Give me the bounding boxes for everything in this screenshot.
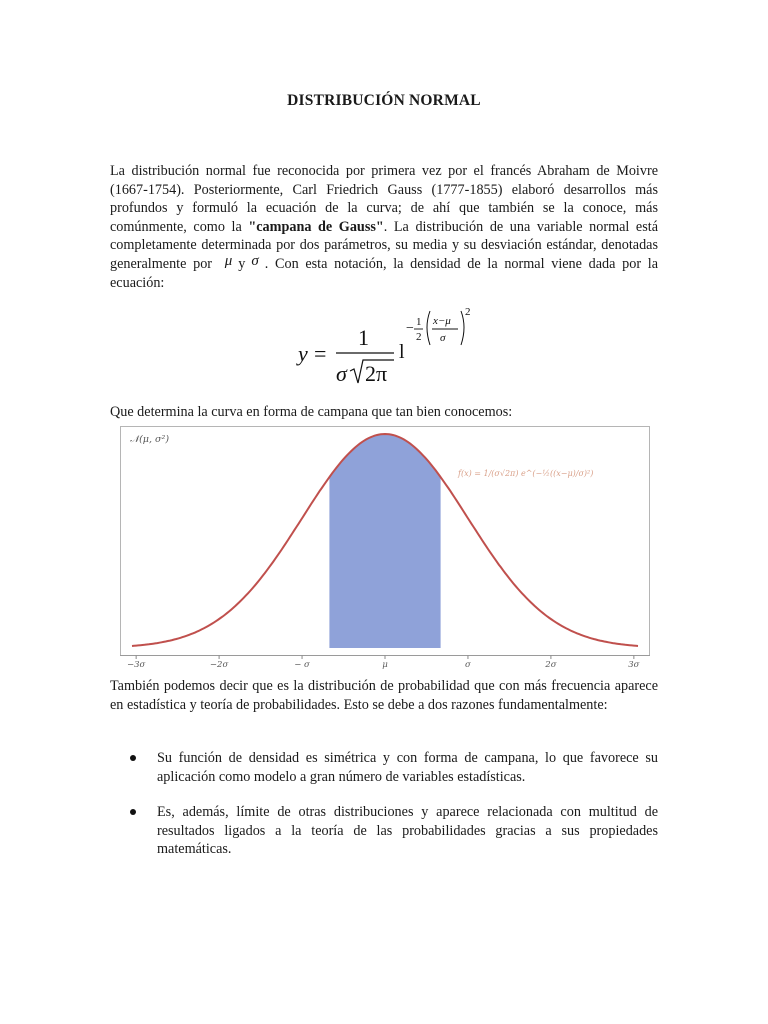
eq-equals: =: [314, 341, 327, 366]
x-tick-label: −2σ: [209, 660, 229, 670]
list-item-text: Su función de densidad es simétrica y con forma de campana, lo que favorece su aplicación como modelo a gran número de variables estadísticas.: [157, 750, 658, 785]
eq-right-paren: [461, 311, 464, 345]
eq-y: y: [298, 341, 308, 366]
eq-exp-one: 1: [416, 316, 422, 328]
eq-den-sigma: σ: [336, 361, 347, 386]
eq-base: l: [399, 341, 405, 363]
intro-text-3: . Con esta notación, la densidad de la normal viene dada por la ecuación:: [110, 255, 658, 291]
eq-numerator: 1: [358, 325, 369, 350]
eq-exp-power: 2: [465, 306, 471, 318]
intro-text-2: . La distribución de una variable normal está completamente determinada por dos parámetros, su media y su desviación estándar, denotadas generalmente por: [110, 218, 658, 272]
eq-exp-denominator: σ: [440, 332, 446, 344]
eq-den-root: 2π: [365, 361, 388, 386]
sigma-symbol: σ: [251, 252, 259, 269]
x-tick-label: −3σ: [126, 660, 146, 670]
eq-left-paren: [427, 311, 430, 345]
intro-bold-term: "campana de Gauss": [248, 218, 384, 235]
normal-distribution-chart: [120, 426, 650, 674]
density-equation: [0, 305, 768, 405]
x-tick-label: μ: [382, 660, 388, 670]
x-tick-label: σ: [465, 660, 471, 670]
page-title: DISTRIBUCIÓN NORMAL: [287, 92, 481, 109]
eq-exp-minus: −: [406, 321, 414, 336]
distribution-label: 𝒩(μ, σ²): [130, 434, 170, 445]
chart-caption: Que determina la curva en forma de campana que tan bien conocemos:: [110, 404, 513, 420]
x-tick-label: 3σ: [628, 660, 640, 670]
intro-and: y: [238, 255, 246, 272]
bullet-icon: [130, 809, 136, 815]
intro-paragraph: [110, 162, 658, 292]
list-item-text: Es, además, límite de otras distribuciones y aparece relacionada con multitud de resultados ligados a la teoría de las probabilidades gracias a sus propiedades matemáticas.: [157, 804, 658, 858]
eq-exp-numerator: x−μ: [433, 315, 451, 327]
intro-text-1: La distribución normal fue reconocida por primera vez por el francés Abraham de Moivre (1667-1754). Posteriormente, Carl Friedrich Gauss (1777-1855) elaboró desarrollos más profundos y formuló la ecuación de la curva; de ahí que también se la conoce, más comúnmente, como la: [110, 163, 658, 235]
shaded-area: [329, 434, 440, 648]
mu-symbol: μ: [224, 252, 233, 269]
chart-svg: [120, 426, 650, 674]
x-tick-label: 2σ: [545, 660, 557, 670]
after-chart-paragraph: También podemos decir que es la distribución de probabilidad que con más frecuencia aparece en estadística y teoría de probabilidades. Esto se debe a dos razones fundamentalmente:: [110, 678, 658, 713]
x-tick-label: − σ: [294, 660, 310, 670]
list-item: [130, 803, 658, 859]
list-item: [130, 749, 658, 786]
formula-label: f(x) = 1/(σ√2π) e^(−½((x−μ)/σ)²): [458, 469, 594, 478]
eq-exp-two: 2: [416, 331, 422, 343]
bullet-icon: [130, 755, 136, 761]
